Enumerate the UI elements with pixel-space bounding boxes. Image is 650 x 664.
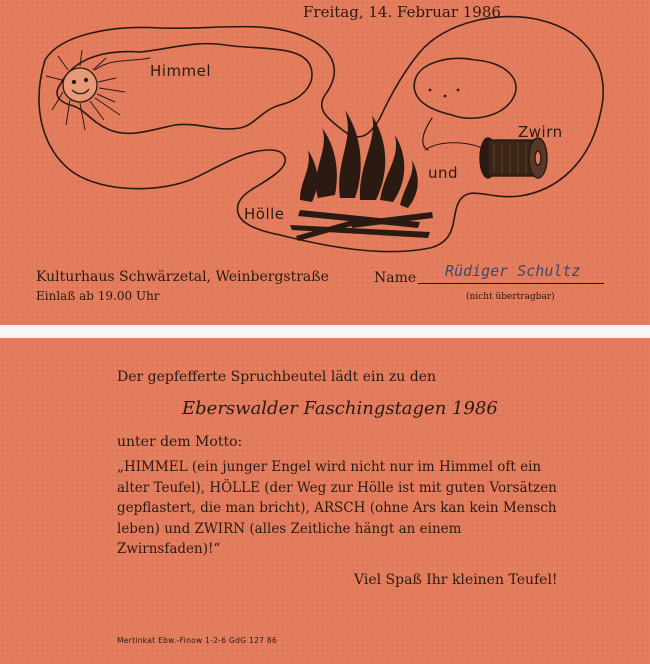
closing-line: Viel Spaß Ihr kleinen Teufel! bbox=[354, 572, 558, 588]
name-value: Rüdiger Schultz bbox=[445, 262, 581, 280]
motto-label: unter dem Motto: bbox=[117, 434, 243, 450]
bonfire-icon bbox=[290, 110, 433, 241]
event-title: Eberswalder Faschingstagen 1986 bbox=[182, 398, 498, 419]
label-thread: Zwirn bbox=[518, 123, 563, 141]
invitation-intro: Der gepfefferte Spruchbeutel lädt ein zu den bbox=[117, 369, 437, 385]
label-hell: Hölle bbox=[244, 205, 285, 223]
non-transferable-note: (nicht übertragbar) bbox=[466, 292, 555, 302]
event-date: Freitag, 14. Februar 1986 bbox=[303, 3, 501, 21]
printer-imprint: Mertinkat Ebw.-Finow 1-2-6 GdG 127 86 bbox=[117, 636, 278, 645]
label-heaven: Himmel bbox=[150, 62, 212, 80]
ticket-front bbox=[0, 0, 650, 325]
motto-text: „HIMMEL (ein junger Engel wird nicht nur im Himmel oft ein alter Teufel), HÖLLE (der Weg zur Hölle ist mit guten Vorsätzen gepflastert, die man bricht), ARSCH (ohne Ars kan kein Mensch leben) und ZWIRN (alles Zeitliche hängt an einem Zwirnsfaden)!“ bbox=[117, 459, 557, 557]
name-label: Name bbox=[374, 270, 417, 286]
label-and: und bbox=[428, 164, 459, 182]
thread-spool-icon bbox=[480, 138, 547, 178]
name-underline bbox=[418, 283, 604, 284]
venue-name: Kulturhaus Schwärzetal, Weinbergstraße bbox=[36, 269, 329, 285]
entry-time: Einlaß ab 19.00 Uhr bbox=[36, 289, 160, 303]
